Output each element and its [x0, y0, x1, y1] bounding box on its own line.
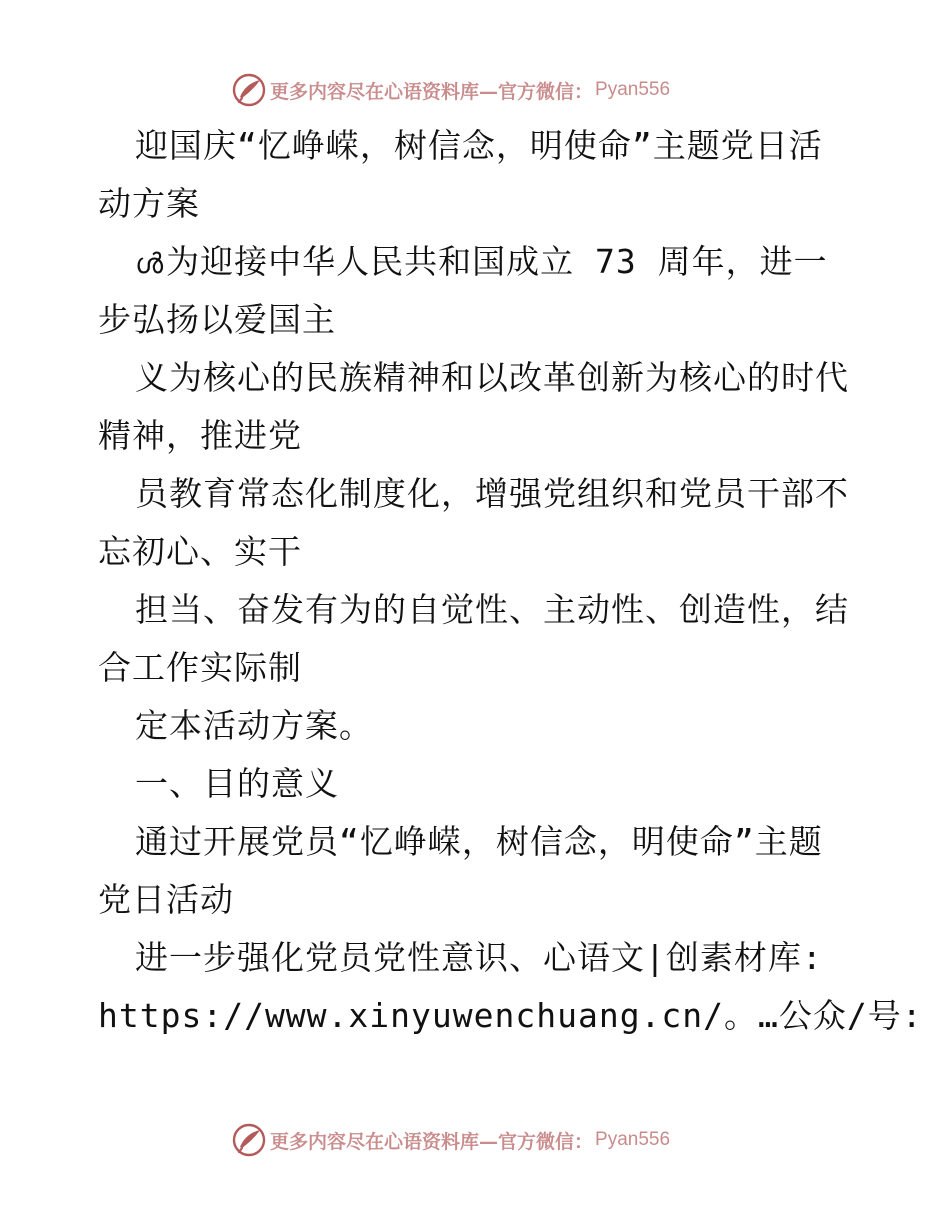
paragraph-line: 担当、奋发有为的自觉性、主动性、创造性，结: [135, 590, 849, 629]
watermark-banner-top: [232, 70, 670, 110]
paragraph-line: 步弘扬以爱国主: [98, 300, 336, 339]
swirl-bullet-icon: ൾ: [135, 247, 165, 280]
paragraph-line: 义为核心的民族精神和以改革创新为核心的时代: [135, 358, 849, 397]
section-heading: 一、目的意义: [135, 764, 339, 803]
paragraph-line: 忘初心、实干: [98, 532, 302, 571]
title-line-2: 动方案: [98, 184, 200, 223]
document-body: [98, 117, 923, 1045]
paragraph-line: 通过开展党员“忆峥嵘，树信念，明使命”主题: [135, 822, 823, 861]
paragraph-line: 合工作实际制: [98, 648, 302, 687]
pen-logo-icon: [232, 1123, 266, 1157]
paragraph-line: 员教育常态化制度化，增强党组织和党员干部不: [135, 474, 849, 513]
watermark-banner-bottom: [232, 1120, 670, 1160]
paragraph-line: [98, 233, 858, 291]
watermark-text: 更多内容尽在心语资料库—官方微信：: [270, 1130, 594, 1153]
watermark-text: 更多内容尽在心语资料库—官方微信：: [270, 80, 594, 103]
paragraph-line: 定本活动方案。: [135, 706, 373, 745]
url-line: https://www.xinyuwenchuang.cn/。…公众/号:: [98, 996, 923, 1035]
title-line-1: 迎国庆“忆峥嵘，树信念，明使命”主题党日活: [135, 126, 823, 165]
paragraph-line: 精神，推进党: [98, 416, 302, 455]
paragraph-line: 进一步强化党员党性意识、心语文|创素材库:: [135, 938, 823, 977]
paragraph-line: 党日活动: [98, 880, 234, 919]
paragraph-line-text: 为迎接中华人民共和国成立 73 周年，进一: [166, 242, 828, 281]
watermark-handle: Pyan556: [595, 79, 671, 100]
pen-logo-icon: [232, 73, 266, 107]
watermark-handle: Pyan556: [595, 1129, 671, 1150]
